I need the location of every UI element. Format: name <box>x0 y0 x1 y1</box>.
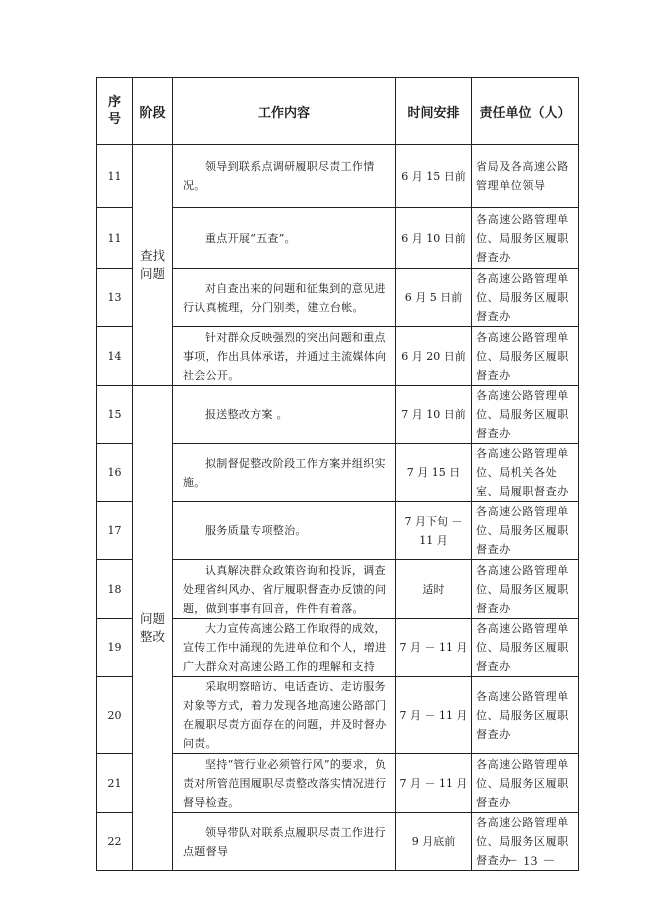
row-time: 6 月 20 日前 <box>396 327 472 386</box>
row-number: 22 <box>97 813 133 871</box>
row-number: 20 <box>97 677 133 754</box>
row-content: 服务质量专项整治。 <box>173 502 396 560</box>
row-time: 7 月 － 11 月 <box>396 619 472 677</box>
row-time: 7 月下旬 － 11 月 <box>396 502 472 560</box>
row-content: 拟制督促整改阶段工作方案并组织实施。 <box>173 444 396 502</box>
row-time: 9 月底前 <box>396 813 472 871</box>
row-number: 11 <box>97 145 133 208</box>
header-seq-bottom: 号 <box>107 112 121 127</box>
row-content: 大力宣传高速公路工作取得的成效，宣传工作中涌现的先进单位和个人，增进广大群众对高速公路工作的理解和支持 <box>173 619 396 677</box>
row-responsible: 各高速公路管理单位、局服务区履职督查办 <box>472 677 579 754</box>
row-content: 领导到联系点调研履职尽责工作情况。 <box>173 145 396 208</box>
row-time: 6 月 5 日前 <box>396 269 472 327</box>
row-number: 11 <box>97 208 133 269</box>
row-content: 坚持“管行业必须管行风”的要求，负责对所管范围履职尽责整改落实情况进行督导检查。 <box>173 754 396 813</box>
work-schedule-table <box>96 77 579 871</box>
row-responsible: 各高速公路管理单位、局服务区履职督查办 <box>472 619 579 677</box>
row-content: 针对群众反映强烈的突出问题和重点事项，作出具体承诺，并通过主流媒体向社会公开。 <box>173 327 396 386</box>
row-time: 6 月 10 日前 <box>396 208 472 269</box>
stage-fix-bottom: 整改 <box>139 629 165 644</box>
row-content: 对自查出来的问题和征集到的意见进行认真梳理，分门别类，建立台帐。 <box>173 269 396 327</box>
row-content: 领导带队对联系点履职尽责工作进行点题督导 <box>173 813 396 871</box>
row-number: 21 <box>97 754 133 813</box>
row-number: 14 <box>97 327 133 386</box>
row-responsible: 各高速公路管理单位、局机关各处室、局履职督查办 <box>472 444 579 502</box>
header-content: 工作内容 <box>173 78 396 145</box>
row-responsible: 各高速公路管理单位、局服务区履职督查办 <box>472 754 579 813</box>
row-responsible: 省局及各高速公路管理单位领导 <box>472 145 579 208</box>
table-row <box>97 386 579 444</box>
row-number: 18 <box>97 560 133 619</box>
row-number: 16 <box>97 444 133 502</box>
row-content: 采取明察暗访、电话查访、走访服务对象等方式，着力发现各地高速公路部门在履职尽责方面存在的问题，并及时督办问责。 <box>173 677 396 754</box>
page-number: － 13 － <box>505 853 557 868</box>
stage-find-bottom: 问题 <box>139 266 165 281</box>
stage-fix-top: 问题 <box>139 611 165 626</box>
row-responsible: 各高速公路管理单位、局服务区履职督查办 <box>472 208 579 269</box>
row-time: 7 月 － 11 月 <box>396 754 472 813</box>
row-responsible: 各高速公路管理单位、局服务区履职督查办 <box>472 327 579 386</box>
row-number: 17 <box>97 502 133 560</box>
stage-find-top: 查找 <box>139 248 165 263</box>
row-responsible: 各高速公路管理单位、局服务区履职督查办 <box>472 269 579 327</box>
row-content: 认真解决群众政策咨询和投诉，调查处理省纠风办、省厅履职督查办反馈的问题，做到事事有回音，件件有着落。 <box>173 560 396 619</box>
row-responsible: 各高速公路管理单位、局服务区履职督查办 <box>472 813 579 871</box>
header-responsible: 责任单位（人） <box>472 78 579 145</box>
row-time: 7 月 15 日 <box>396 444 472 502</box>
table-row <box>97 145 579 208</box>
row-time: 7 月 － 11 月 <box>396 677 472 754</box>
row-content: 重点开展“五查”。 <box>173 208 396 269</box>
row-content: 报送整改方案 。 <box>173 386 396 444</box>
row-responsible: 各高速公路管理单位、局服务区履职督查办 <box>472 502 579 560</box>
row-responsible: 各高速公路管理单位、局服务区履职督查办 <box>472 386 579 444</box>
row-number: 15 <box>97 386 133 444</box>
row-number: 19 <box>97 619 133 677</box>
stage-find-problems <box>133 145 173 386</box>
row-number: 13 <box>97 269 133 327</box>
header-time: 时间安排 <box>396 78 472 145</box>
row-time: 7 月 10 日前 <box>396 386 472 444</box>
stage-rectification <box>133 386 173 871</box>
row-responsible: 各高速公路管理单位、局服务区履职督查办 <box>472 560 579 619</box>
row-time: 适时 <box>396 560 472 619</box>
header-seq-top: 序 <box>107 95 121 110</box>
header-seq <box>97 78 133 145</box>
row-time: 6 月 15 日前 <box>396 145 472 208</box>
header-stage: 阶段 <box>133 78 173 145</box>
header-row <box>97 78 579 145</box>
